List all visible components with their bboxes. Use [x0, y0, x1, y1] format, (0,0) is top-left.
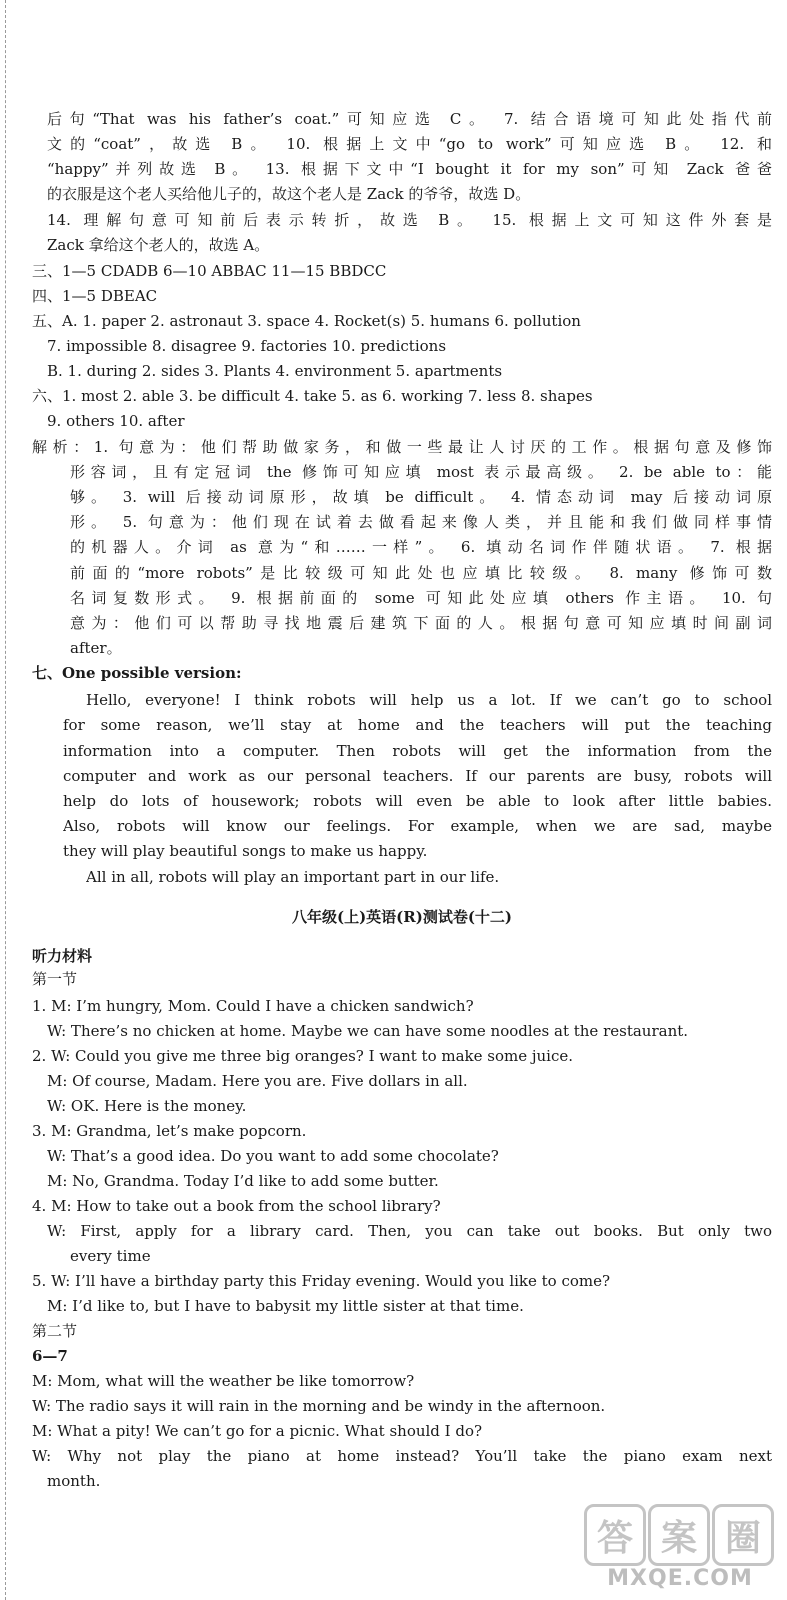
- explanation-line: 前面的“more robots”是比较级可知此处也应填比较级。 8. many 修饰可数: [70, 564, 772, 582]
- text-line: Zack 拿给这个老人的，故选 A。: [47, 236, 270, 254]
- answer-line-section-3: 三、1—5 CDADB 6—10 ABBAC 11—15 BBDCC: [32, 262, 387, 280]
- explanation-line: 够。 3. will 后接动词原形，故填 be difficult。 4. 情态动词 may 后接动词原: [70, 488, 772, 506]
- essay-line: computer and work as our personal teachers. If our parents are busy, robots will: [63, 767, 772, 785]
- watermark-char: 答: [584, 1504, 646, 1566]
- transcript-line: 4. M: How to take out a book from the school library?: [32, 1197, 441, 1215]
- transcript-line: month.: [47, 1472, 101, 1490]
- text-line: “happy”并列故选 B。 13. 根据下文中“I bought it for my son”可知 Zack 爸爸: [47, 160, 772, 178]
- watermark-logo: [570, 1500, 780, 1595]
- essay-line: All in all, robots will play an important part in our life.: [86, 868, 500, 886]
- transcript-line: M: Of course, Madam. Here you are. Five dollars in all.: [47, 1072, 468, 1090]
- text-line: 后句“That was his father’s coat.”可知应选 C。 7. 结合语境可知此处指代前: [47, 110, 772, 128]
- part-2-heading: 第二节: [32, 1322, 78, 1340]
- explanation-line: 形容词，且有定冠词 the 修饰可知应填 most 表示最高级。 2. be able to：能: [70, 463, 772, 481]
- explanation-line: 意为：他们可以帮助寻找地震后建筑下面的人。根据句意可知应填时间副词: [70, 614, 772, 632]
- section-7-heading: 七、One possible version:: [32, 664, 242, 682]
- watermark-char: 圈: [712, 1504, 774, 1566]
- transcript-line: M: No, Grandma. Today I’d like to add some butter.: [47, 1172, 439, 1190]
- question-range: 6—7: [32, 1347, 68, 1365]
- transcript-line: 5. W: I’ll have a birthday party this Friday evening. Would you like to come?: [32, 1272, 611, 1290]
- answer-line: 9. others 10. after: [47, 412, 185, 430]
- watermark-url: MXQE.COM: [607, 1566, 753, 1591]
- transcript-line: W: OK. Here is the money.: [47, 1097, 247, 1115]
- transcript-line: M: Mom, what will the weather be like tomorrow?: [32, 1372, 415, 1390]
- explanation-line: 形。 5. 句意为：他们现在试着去做看起来像人类，并且能和我们做同样事情: [70, 513, 772, 531]
- essay-line: help do lots of housework; robots will even be able to look after little babies.: [63, 792, 772, 810]
- transcript-line: 3. M: Grandma, let’s make popcorn.: [32, 1122, 307, 1140]
- essay-line: information into a computer. Then robots will get the information from the: [63, 742, 772, 760]
- answer-line-section-5a: 五、A. 1. paper 2. astronaut 3. space 4. Rocket(s) 5. humans 6. pollution: [32, 312, 581, 330]
- text-line: 的衣服是这个老人买给他儿子的，故这个老人是 Zack 的爷爷，故选 D。: [47, 185, 531, 203]
- text-line: 14. 理解句意可知前后表示转折，故选 B。 15. 根据上文可知这件外套是: [47, 211, 772, 229]
- transcript-line: every time: [70, 1247, 151, 1265]
- transcript-line: W: The radio says it will rain in the morning and be windy in the afternoon.: [32, 1397, 606, 1415]
- explanation-line: 的机器人。介词 as 意为“和……一样”。 6. 填动名词作伴随状语。 7. 根据: [70, 538, 772, 556]
- transcript-line: W: That’s a good idea. Do you want to add some chocolate?: [47, 1147, 499, 1165]
- essay-line: Also, robots will know our feelings. For example, when we are sad, maybe: [63, 817, 772, 835]
- transcript-line: M: What a pity! We can’t go for a picnic. What should I do?: [32, 1422, 483, 1440]
- listening-heading: 听力材料: [32, 947, 93, 965]
- answer-line: 7. impossible 8. disagree 9. factories 10. predictions: [47, 337, 447, 355]
- transcript-line: W: Why not play the piano at home instead? You’ll take the piano exam next: [32, 1447, 772, 1465]
- test-paper-title: 八年级(上)英语(R)测试卷(十二): [291, 908, 513, 926]
- essay-line: for some reason, we’ll stay at home and the teachers will put the teaching: [63, 716, 772, 734]
- explanation-line: 解析：1. 句意为：他们帮助做家务，和做一些最让人讨厌的工作。根据句意及修饰: [32, 438, 772, 456]
- transcript-line: W: There’s no chicken at home. Maybe we can have some noodles at the restaurant.: [47, 1022, 689, 1040]
- watermark-char: 案: [648, 1504, 710, 1566]
- transcript-line: W: First, apply for a library card. Then, you can take out books. But only two: [47, 1222, 772, 1240]
- explanation-line: 名词复数形式。 9. 根据前面的 some 可知此处应填 others 作主语。 10. 句: [70, 589, 772, 607]
- essay-line: Hello, everyone! I think robots will help us a lot. If we can’t go to school: [86, 691, 772, 709]
- text-line: 文的“coat”，故选 B。 10. 根据上文中“go to work”可知应选 B。 12. 和: [47, 135, 772, 153]
- part-1-heading: 第一节: [32, 970, 78, 988]
- transcript-line: M: I’d like to, but I have to babysit my little sister at that time.: [47, 1297, 524, 1315]
- answer-line-section-5b: B. 1. during 2. sides 3. Plants 4. environment 5. apartments: [47, 362, 503, 380]
- answer-line-section-6: 六、1. most 2. able 3. be difficult 4. take 5. as 6. working 7. less 8. shapes: [32, 387, 593, 405]
- transcript-line: 2. W: Could you give me three big oranges? I want to make some juice.: [32, 1047, 574, 1065]
- transcript-line: 1. M: I’m hungry, Mom. Could I have a chicken sandwich?: [32, 997, 474, 1015]
- explanation-line: after。: [70, 639, 122, 657]
- binding-line: [5, 0, 7, 1600]
- essay-line: they will play beautiful songs to make us happy.: [63, 842, 428, 860]
- answer-line-section-4: 四、1—5 DBEAC: [32, 287, 158, 305]
